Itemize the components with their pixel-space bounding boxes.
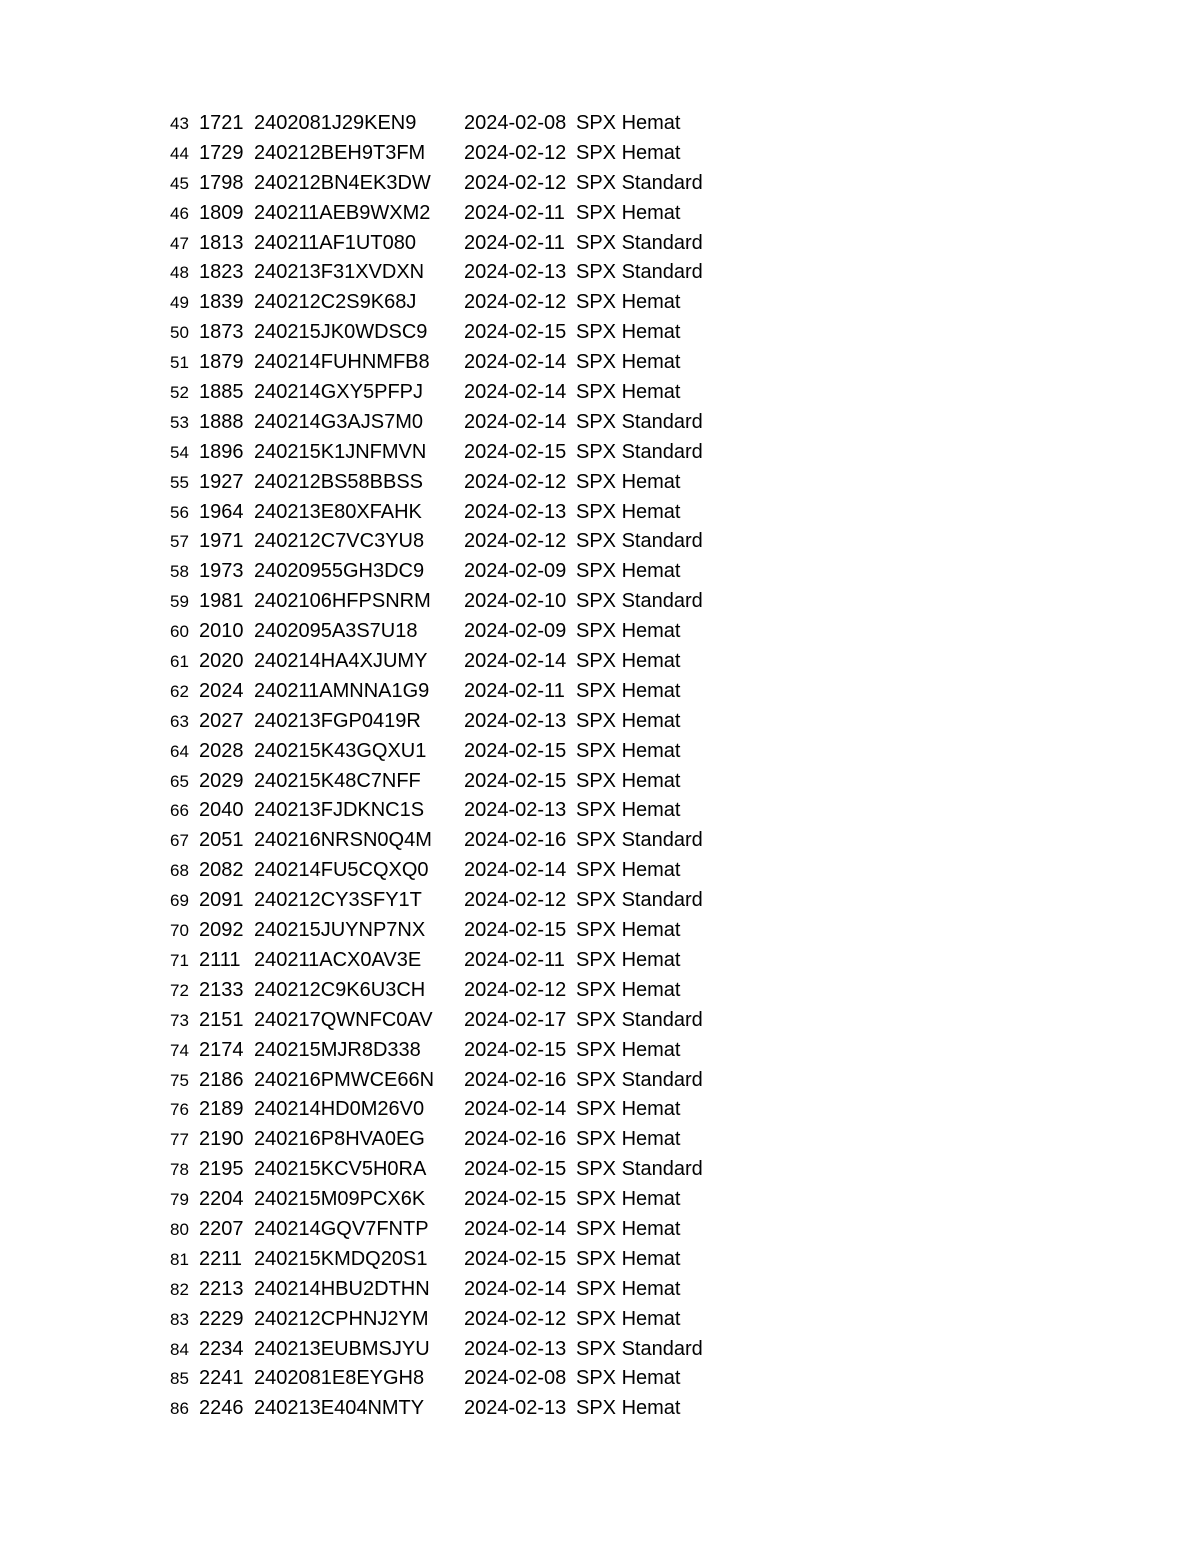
order-id: 2082 [199,859,244,882]
shipping-service: SPX Standard [576,889,703,912]
row-number: 86 [170,1399,189,1419]
row-number: 43 [170,114,189,133]
tracking-number: 240215MJR8D338 [254,1038,421,1061]
shipping-date: 2024-02-08 [464,1367,567,1390]
shipping-service: SPX Hemat [576,141,681,164]
order-id: 1809 [199,201,244,224]
order-id: 2234 [199,1337,244,1360]
shipping-service: SPX Hemat [576,679,681,702]
row-number: 53 [170,412,189,432]
order-id: 1798 [199,171,244,194]
row-number: 52 [170,383,189,403]
row-number: 70 [170,921,189,941]
shipping-date: 2024-02-13 [464,1337,567,1360]
order-id: 2024 [199,679,244,702]
shipping-service: SPX Standard [576,1158,703,1181]
order-id: 2151 [199,1008,244,1031]
shipping-service: SPX Standard [576,1337,703,1360]
shipping-date: 2024-02-14 [464,410,567,433]
row-number: 45 [170,173,189,193]
order-id: 1981 [199,590,244,613]
row-number: 44 [170,143,189,163]
shipping-date: 2024-02-14 [464,650,567,673]
shipping-date: 2024-02-12 [464,889,567,912]
shipping-service: SPX Hemat [576,978,681,1001]
tracking-number: 240212BS58BBSS [254,470,424,493]
order-id: 2029 [199,769,244,792]
row-number: 57 [170,532,189,552]
row-number: 69 [170,891,189,911]
row-number: 46 [170,203,189,223]
row-number: 81 [170,1249,189,1269]
order-id: 2204 [199,1188,244,1211]
tracking-number: 240214HA4XJUMY [254,650,428,673]
tracking-number: 240212BN4EK3DW [254,171,431,194]
shipping-service: SPX Hemat [576,321,681,344]
order-id: 1839 [199,291,244,314]
tracking-number: 240214G3AJS7M0 [254,410,424,433]
shipping-date: 2024-02-11 [464,948,565,971]
shipping-date: 2024-02-12 [464,978,567,1001]
order-id: 2028 [199,739,244,762]
shipping-service: SPX Standard [576,410,703,433]
order-id: 2133 [199,978,244,1001]
shipping-service: SPX Hemat [576,620,681,643]
tracking-number: 240216P8HVA0EG [254,1128,425,1151]
shipping-date: 2024-02-15 [464,769,567,792]
row-number: 58 [170,562,189,582]
shipping-service: SPX Hemat [576,470,681,493]
row-number: 84 [170,1339,189,1359]
tracking-number: 240212BEH9T3FM [254,141,426,164]
order-id: 2241 [199,1367,244,1390]
tracking-number: 240215K43GQXU1 [254,739,427,762]
row-number: 83 [170,1309,189,1329]
shipping-service: SPX Standard [576,829,703,852]
shipping-service: SPX Hemat [576,769,681,792]
shipping-date: 2024-02-16 [464,1068,567,1091]
shipping-date: 2024-02-12 [464,141,567,164]
shipping-date: 2024-02-16 [464,829,567,852]
order-id: 2027 [199,709,244,732]
order-id: 1964 [199,500,244,523]
row-number: 51 [170,353,189,373]
row-number: 67 [170,831,189,851]
row-number: 50 [170,323,189,343]
order-id: 2091 [199,889,244,912]
shipping-date: 2024-02-12 [464,1307,567,1330]
row-number: 79 [170,1190,189,1210]
tracking-number: 240215M09PCX6K [254,1188,426,1211]
row-number: 65 [170,771,189,791]
row-number: 47 [170,233,189,253]
shipping-date: 2024-02-14 [464,381,567,404]
order-id: 1823 [199,261,244,284]
tracking-number: 2402081E8EYGH8 [254,1367,425,1390]
order-id: 2189 [199,1098,244,1121]
order-id: 1879 [199,351,244,374]
tracking-number: 240215JUYNP7NX [254,919,426,942]
shipping-date: 2024-02-13 [464,1397,567,1420]
shipping-service: SPX Hemat [576,1128,681,1151]
row-number: 75 [170,1070,189,1090]
row-number: 73 [170,1010,189,1030]
row-number: 85 [170,1369,189,1389]
shipping-service: SPX Standard [576,231,703,254]
row-number: 78 [170,1160,189,1180]
order-id: 2111 [199,948,241,971]
shipping-date: 2024-02-08 [464,112,567,134]
tracking-number: 240217QWNFC0AV [254,1008,433,1031]
shipping-date: 2024-02-09 [464,620,567,643]
order-id: 1813 [199,231,244,254]
row-number: 64 [170,741,189,761]
shipping-service: SPX Standard [576,590,703,613]
row-number: 60 [170,622,189,642]
tracking-number: 240212C2S9K68J [254,291,417,314]
tracking-number: 240211AEB9WXM2 [254,201,431,224]
row-number: 56 [170,502,189,522]
tracking-number: 240213E80XFAHK [254,500,422,523]
order-id: 2207 [199,1217,244,1240]
tracking-number: 240216PMWCE66N [254,1068,435,1091]
order-id: 2020 [199,650,244,673]
shipping-service: SPX Standard [576,530,703,553]
tracking-number: 240213E404NMTY [254,1397,425,1420]
shipping-date: 2024-02-15 [464,1158,567,1181]
shipping-service: SPX Hemat [576,709,681,732]
shipping-service: SPX Hemat [576,799,681,822]
row-number: 82 [170,1279,189,1299]
order-id: 2051 [199,829,244,852]
tracking-number: 240213FGP0419R [254,709,421,732]
order-id: 1888 [199,410,244,433]
shipping-date: 2024-02-12 [464,291,567,314]
shipping-date: 2024-02-11 [464,231,565,254]
tracking-number: 240211AMNNA1G9 [254,679,430,702]
order-id: 2186 [199,1068,244,1091]
order-id: 2246 [199,1397,244,1420]
shipping-service: SPX Hemat [576,859,681,882]
shipping-service: SPX Hemat [576,1038,681,1061]
tracking-number: 240212C7VC3YU8 [254,530,425,553]
tracking-number: 240212CPHNJ2YM [254,1307,429,1330]
tracking-number: 240214GQV7FNTP [254,1217,429,1240]
shipping-date: 2024-02-11 [464,201,565,224]
shipping-date: 2024-02-15 [464,1247,567,1270]
row-number: 76 [170,1100,189,1120]
shipping-service: SPX Hemat [576,1217,681,1240]
shipping-service: SPX Standard [576,1008,703,1031]
row-number: 55 [170,472,189,492]
shipping-service: SPX Hemat [576,112,681,134]
shipping-date: 2024-02-09 [464,560,567,583]
tracking-number: 240215KMDQ20S1 [254,1247,428,1270]
shipping-service: SPX Hemat [576,1277,681,1300]
row-number: 54 [170,442,189,462]
tracking-number: 2402095A3S7U18 [254,620,418,643]
order-id: 1873 [199,321,244,344]
row-number: 59 [170,592,189,612]
shipping-date: 2024-02-14 [464,1277,567,1300]
shipping-date: 2024-02-16 [464,1128,567,1151]
row-number: 61 [170,652,189,672]
row-number: 77 [170,1130,189,1150]
row-number: 48 [170,263,189,283]
shipping-date: 2024-02-13 [464,799,567,822]
order-id: 2213 [199,1277,244,1300]
shipping-date: 2024-02-15 [464,739,567,762]
shipping-date: 2024-02-14 [464,1217,567,1240]
shipping-service: SPX Standard [576,1068,703,1091]
tracking-number: 240213FJDKNC1S [254,799,425,822]
tracking-number: 240214FU5CQXQ0 [254,859,429,882]
order-id: 2092 [199,919,244,942]
order-id: 2190 [199,1128,244,1151]
order-id: 1729 [199,141,244,164]
shipping-date: 2024-02-15 [464,1188,567,1211]
shipping-date: 2024-02-17 [464,1008,567,1031]
tracking-number: 240215K48C7NFF [254,769,421,792]
shipping-service: SPX Standard [576,261,703,284]
shipping-service: SPX Standard [576,171,703,194]
order-id: 2174 [199,1038,244,1061]
tracking-number: 240213EUBMSJYU [254,1337,430,1360]
shipping-service: SPX Hemat [576,351,681,374]
shipping-service: SPX Hemat [576,1367,681,1390]
row-number: 68 [170,861,189,881]
tracking-number: 240211ACX0AV3E [254,948,422,971]
shipping-date: 2024-02-10 [464,590,567,613]
shipping-service: SPX Hemat [576,739,681,762]
tracking-number: 240214FUHNMFB8 [254,351,430,374]
shipping-date: 2024-02-14 [464,1098,567,1121]
tracking-number: 240214HBU2DTHN [254,1277,430,1300]
order-id: 2229 [199,1307,244,1330]
order-id: 1971 [199,530,244,553]
row-number: 80 [170,1219,189,1239]
row-number: 66 [170,801,189,821]
order-id: 2040 [199,799,244,822]
tracking-number: 240211AF1UT080 [254,231,416,254]
shipping-date: 2024-02-14 [464,859,567,882]
shipping-date: 2024-02-14 [464,351,567,374]
shipping-date: 2024-02-15 [464,919,567,942]
tracking-number: 2402081J29KEN9 [254,112,417,134]
row-number: 74 [170,1040,189,1060]
shipping-date: 2024-02-11 [464,679,565,702]
shipping-date: 2024-02-12 [464,530,567,553]
order-id: 1721 [199,112,244,134]
tracking-number: 240215K1JNFMVN [254,440,427,463]
tracking-number: 24020955GH3DC9 [254,560,425,583]
order-id: 1896 [199,440,244,463]
shipping-service: SPX Hemat [576,1188,681,1211]
row-number: 71 [170,950,189,970]
order-id: 2195 [199,1158,244,1181]
shipping-date: 2024-02-15 [464,321,567,344]
shipping-service: SPX Hemat [576,948,681,971]
shipping-service: SPX Hemat [576,381,681,404]
shipping-date: 2024-02-13 [464,261,567,284]
tracking-number: 240214HD0M26V0 [254,1098,425,1121]
order-id: 1885 [199,381,244,404]
tracking-number: 240213F31XVDXN [254,261,425,284]
tracking-number: 240215JK0WDSC9 [254,321,428,344]
shipping-service: SPX Hemat [576,1307,681,1330]
shipping-service: SPX Hemat [576,1397,681,1420]
row-number: 49 [170,293,189,313]
shipping-date: 2024-02-13 [464,709,567,732]
row-number: 72 [170,980,189,1000]
shipping-service: SPX Hemat [576,201,681,224]
row-number: 63 [170,711,189,731]
shipping-service: SPX Hemat [576,650,681,673]
shipping-service: SPX Hemat [576,1247,681,1270]
shipping-service: SPX Hemat [576,291,681,314]
tracking-number: 240215KCV5H0RA [254,1158,427,1181]
order-id: 1927 [199,470,244,493]
shipping-date: 2024-02-12 [464,171,567,194]
shipping-date: 2024-02-15 [464,1038,567,1061]
shipping-service: SPX Hemat [576,919,681,942]
shipping-service: SPX Standard [576,440,703,463]
tracking-number: 240212C9K6U3CH [254,978,426,1001]
shipping-date: 2024-02-12 [464,470,567,493]
shipping-service: SPX Hemat [576,1098,681,1121]
shipping-date: 2024-02-13 [464,500,567,523]
shipping-service: SPX Hemat [576,500,681,523]
tracking-number: 240212CY3SFY1T [254,889,422,912]
tracking-number: 2402106HFPSNRM [254,590,431,613]
shipping-date: 2024-02-15 [464,440,567,463]
row-number: 62 [170,681,189,701]
shipping-service: SPX Hemat [576,560,681,583]
order-id: 2211 [199,1247,243,1270]
order-id: 1973 [199,560,244,583]
order-id: 2010 [199,620,244,643]
tracking-number: 240214GXY5PFPJ [254,381,423,404]
tracking-number: 240216NRSN0Q4M [254,829,432,852]
